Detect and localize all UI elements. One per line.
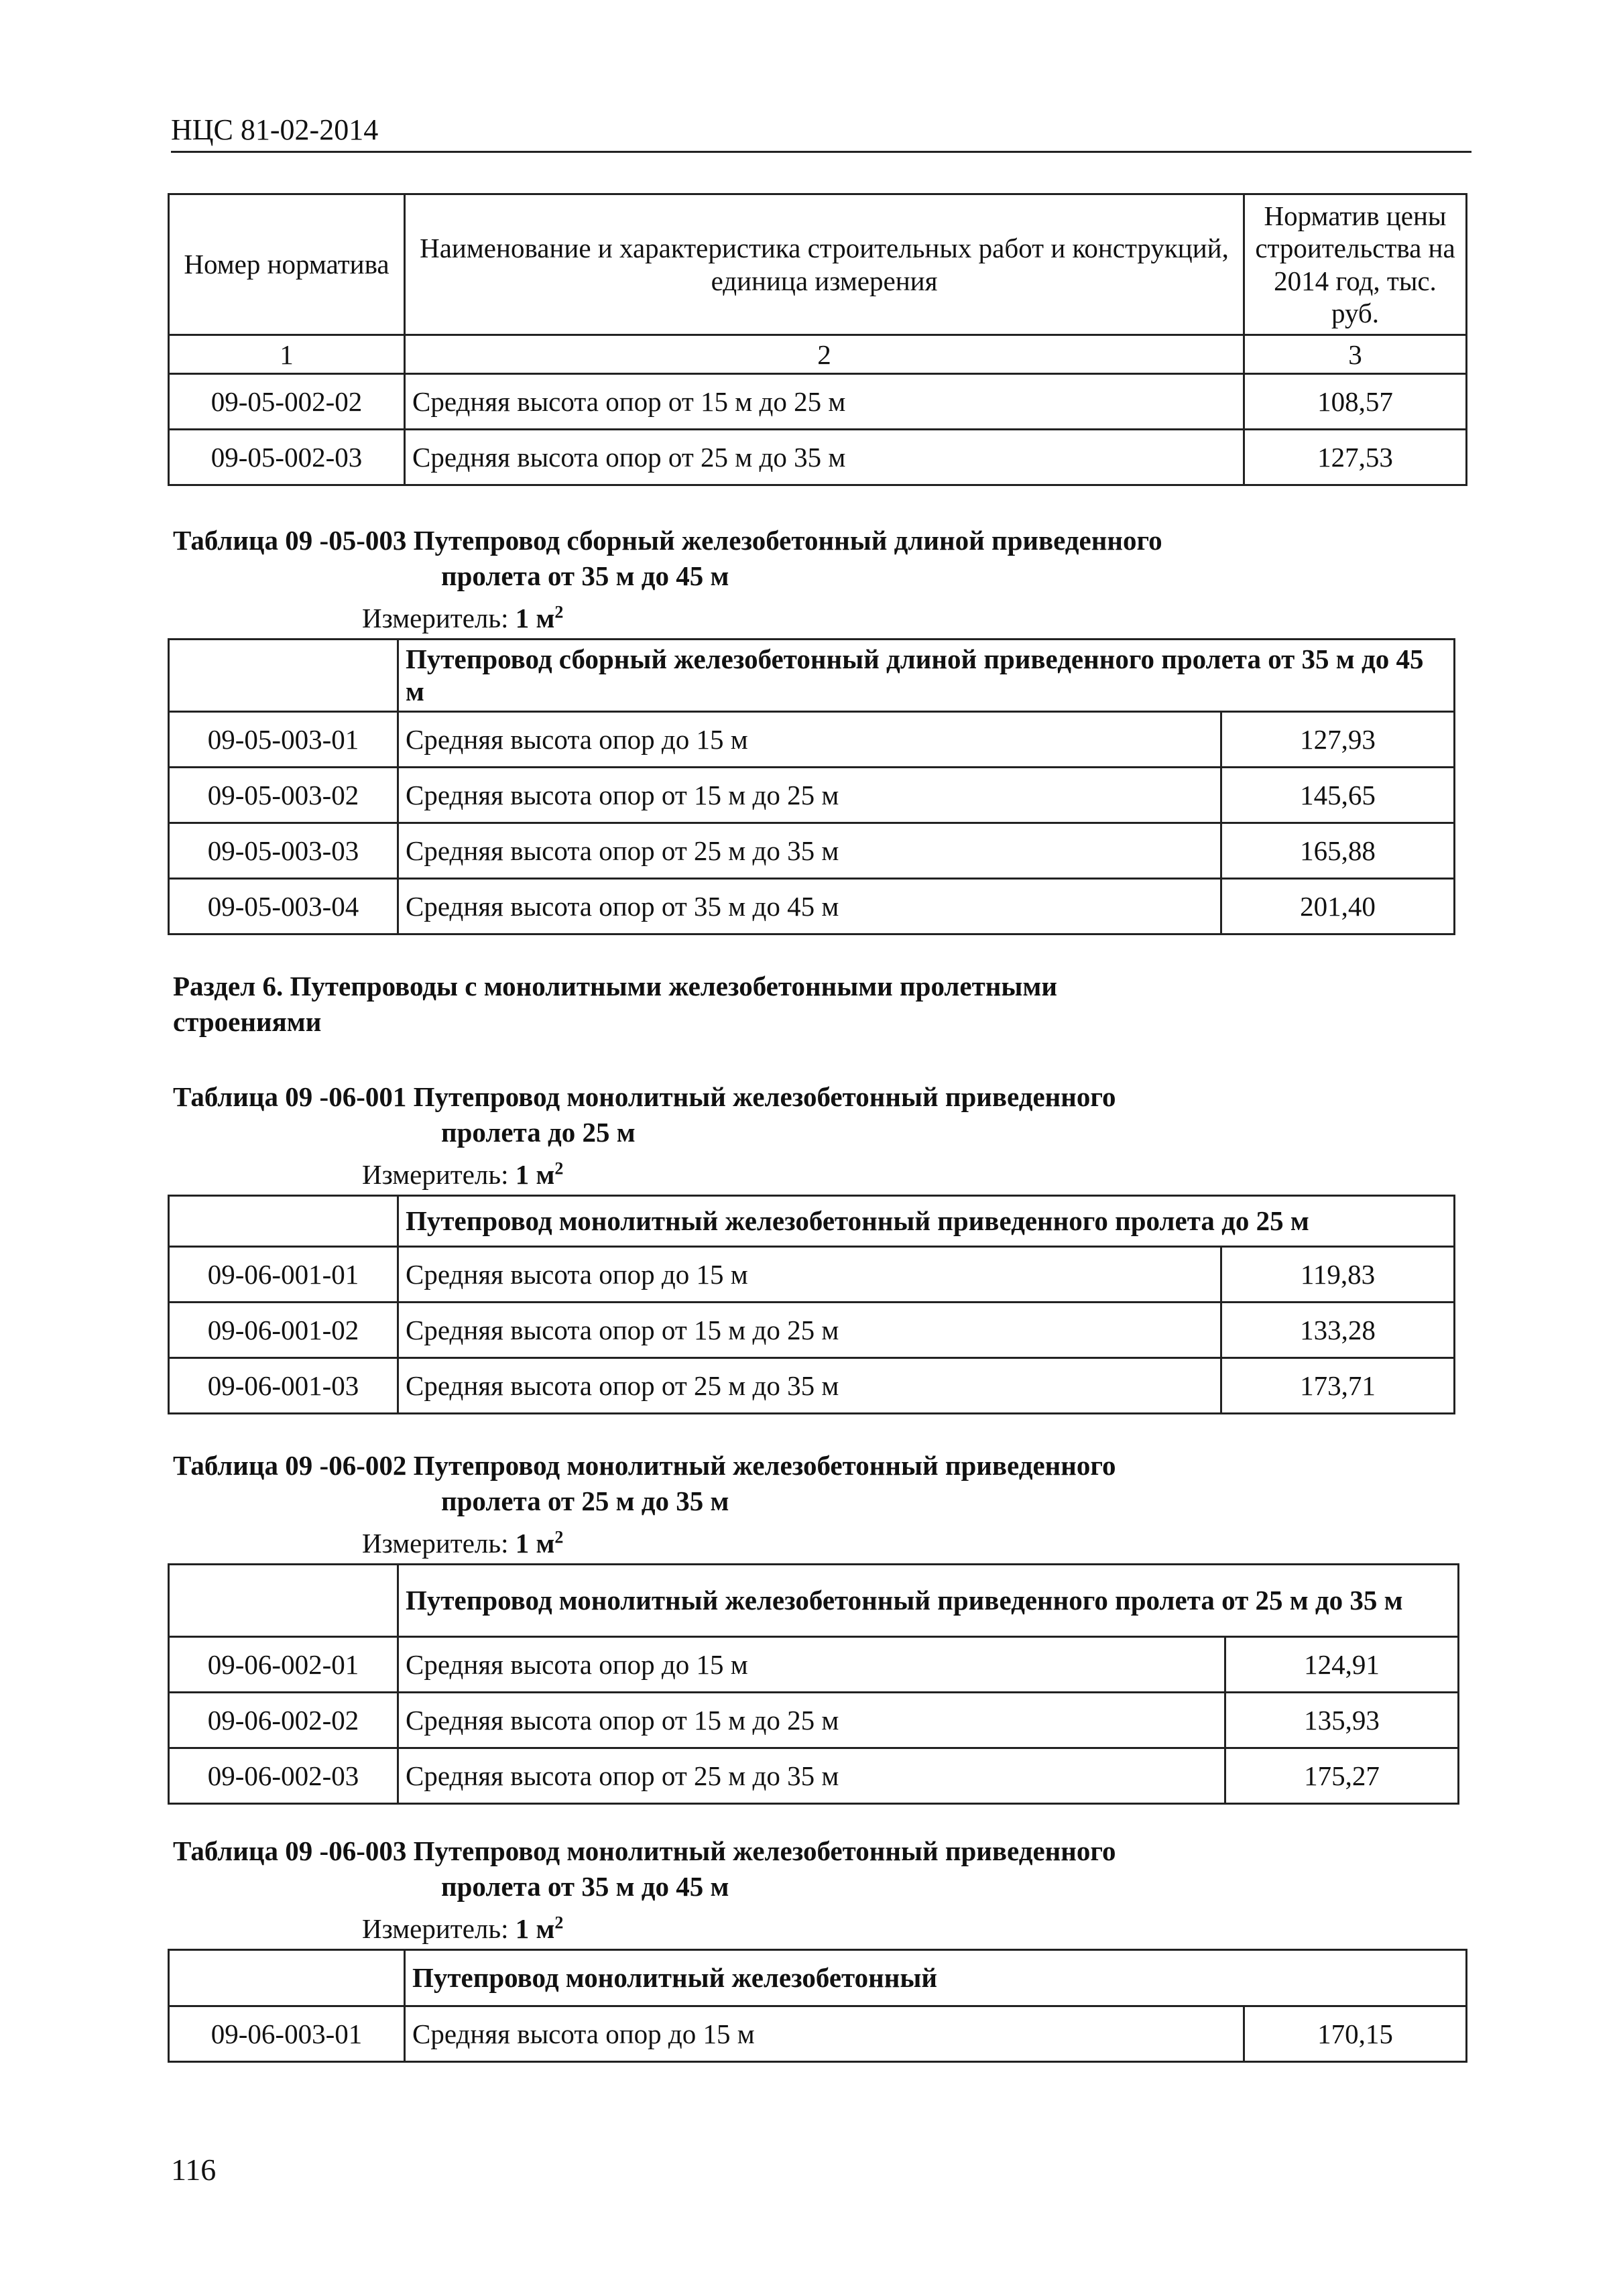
measure-label: Измеритель: bbox=[362, 1159, 509, 1190]
section-title-line2: строениями bbox=[173, 1006, 322, 1038]
group-spacer bbox=[169, 1565, 398, 1637]
measure-value: 1 $м^2$ bbox=[515, 1527, 564, 1559]
page-header: НЦС 81-02-2014 bbox=[171, 113, 1471, 153]
row-code: 09-06-002-02 bbox=[169, 1693, 398, 1748]
row-value: 127,93 bbox=[1221, 712, 1455, 768]
row-value: 108,57 bbox=[1244, 374, 1467, 430]
row-description: Средняя высота опор от 35 м до 45 м bbox=[398, 879, 1221, 934]
measure-value: 1 $м^2$ bbox=[515, 1913, 564, 1944]
table-title-line2: пролета от 35 м до 45 м bbox=[441, 1871, 729, 1902]
group-title: Путепровод монолитный железобетонный приведенного пролета до 25 м bbox=[398, 1196, 1455, 1247]
row-code: 09-06-001-01 bbox=[169, 1247, 398, 1303]
table-title bbox=[173, 1833, 1116, 1905]
row-code: 09-05-003-01 bbox=[169, 712, 398, 768]
col-header-price: Норматив цены строительства на 2014 год, тыс. руб. bbox=[1244, 194, 1467, 335]
group-spacer bbox=[169, 640, 398, 712]
col-number-1: 1 bbox=[169, 335, 405, 374]
group-title: Путепровод сборный железобетонный длиной приведенного пролета от 35 м до 45 м bbox=[398, 640, 1455, 712]
table-row bbox=[169, 1303, 1455, 1358]
table-title-line1: Таблица 09 -06-003 Путепровод монолитный железобетонный приведенного bbox=[173, 1835, 1116, 1866]
table-header-row bbox=[169, 194, 1467, 335]
measure-label: Измеритель: bbox=[362, 1913, 509, 1944]
row-value: 124,91 bbox=[1225, 1637, 1459, 1693]
row-value: 133,28 bbox=[1221, 1303, 1455, 1358]
norms-table bbox=[168, 1563, 1459, 1805]
table-row bbox=[169, 1358, 1455, 1414]
row-description: Средняя высота опор от 25 м до 35 м bbox=[405, 430, 1244, 485]
row-code: 09-05-003-02 bbox=[169, 768, 398, 823]
row-value: 119,83 bbox=[1221, 1247, 1455, 1303]
table-title-line2: пролета от 25 м до 35 м bbox=[441, 1486, 729, 1517]
section-title-line1: Раздел 6. Путепроводы с монолитными железобетонными пролетными bbox=[173, 971, 1057, 1002]
row-description: Средняя высота опор до 15 м bbox=[398, 1247, 1221, 1303]
row-code: 09-05-003-03 bbox=[169, 823, 398, 879]
row-description: Средняя высота опор от 25 м до 35 м bbox=[398, 1358, 1221, 1414]
row-value: 173,71 bbox=[1221, 1358, 1455, 1414]
table-title-line1: Таблица 09 -05-003 Путепровод сборный железобетонный длиной приведенного bbox=[173, 525, 1162, 556]
row-code: 09-06-003-01 bbox=[169, 2006, 405, 2062]
norms-table bbox=[168, 1949, 1467, 2063]
table-title-line2: пролета от 35 м до 45 м bbox=[441, 560, 729, 592]
row-code: 09-06-001-02 bbox=[169, 1303, 398, 1358]
row-value: 145,65 bbox=[1221, 768, 1455, 823]
table-title-line1: Таблица 09 -06-001 Путепровод монолитный железобетонный приведенного bbox=[173, 1081, 1116, 1112]
row-description: Средняя высота опор от 15 м до 25 м bbox=[398, 1303, 1221, 1358]
measure-label: Измеритель: bbox=[362, 1528, 509, 1559]
norms-table bbox=[168, 638, 1455, 935]
table-row bbox=[169, 1637, 1459, 1693]
row-description: Средняя высота опор от 15 м до 25 м bbox=[398, 768, 1221, 823]
row-value: 127,53 bbox=[1244, 430, 1467, 485]
measure-unit bbox=[362, 1527, 563, 1559]
group-row bbox=[169, 1196, 1455, 1247]
table-row bbox=[169, 430, 1467, 485]
row-description: Средняя высота опор до 15 м bbox=[405, 2006, 1244, 2062]
row-code: 09-05-002-03 bbox=[169, 430, 405, 485]
group-row bbox=[169, 640, 1455, 712]
row-code: 09-06-002-03 bbox=[169, 1748, 398, 1804]
group-row bbox=[169, 1950, 1467, 2006]
table-row bbox=[169, 1748, 1459, 1804]
row-description: Средняя высота опор от 15 м до 25 м bbox=[398, 1693, 1225, 1748]
group-spacer bbox=[169, 1196, 398, 1247]
table-row bbox=[169, 2006, 1467, 2062]
norms-table bbox=[168, 1195, 1455, 1414]
table-title bbox=[173, 1079, 1116, 1151]
row-value: 165,88 bbox=[1221, 823, 1455, 879]
group-title: Путепровод монолитный железобетонный bbox=[405, 1950, 1467, 2006]
row-value: 201,40 bbox=[1221, 879, 1455, 934]
measure-label: Измеритель: bbox=[362, 603, 509, 633]
table-row bbox=[169, 879, 1455, 934]
section-title bbox=[173, 969, 1057, 1040]
table-row bbox=[169, 768, 1455, 823]
group-title: Путепровод монолитный железобетонный приведенного пролета от 25 м до 35 м bbox=[398, 1565, 1459, 1637]
measure-value: 1 $м^2$ bbox=[515, 1158, 564, 1190]
col-number-2: 2 bbox=[405, 335, 1244, 374]
table-row bbox=[169, 712, 1455, 768]
row-description: Средняя высота опор от 25 м до 35 м bbox=[398, 823, 1221, 879]
row-description: Средняя высота опор до 15 м bbox=[398, 712, 1221, 768]
table-title-line2: пролета до 25 м bbox=[441, 1117, 636, 1148]
table-title-line1: Таблица 09 -06-002 Путепровод монолитный железобетонный приведенного bbox=[173, 1450, 1116, 1481]
measure-unit bbox=[362, 1913, 563, 1945]
row-description: Средняя высота опор до 15 м bbox=[398, 1637, 1225, 1693]
col-header-number: Номер норматива bbox=[169, 194, 405, 335]
table-title bbox=[173, 523, 1162, 595]
table-title bbox=[173, 1448, 1116, 1520]
row-code: 09-05-002-02 bbox=[169, 374, 405, 430]
col-number-3: 3 bbox=[1244, 335, 1467, 374]
page-number: 116 bbox=[171, 2153, 217, 2187]
measure-value: 1 $м^2$ bbox=[515, 602, 564, 633]
table-row bbox=[169, 823, 1455, 879]
measure-unit bbox=[362, 1158, 563, 1191]
col-header-description: Наименование и характеристика строительных работ и конструкций, единица измерения bbox=[405, 194, 1244, 335]
row-code: 09-05-003-04 bbox=[169, 879, 398, 934]
norms-table-continued bbox=[168, 193, 1467, 486]
column-numbers-row bbox=[169, 335, 1467, 374]
group-row bbox=[169, 1565, 1459, 1637]
row-code: 09-06-002-01 bbox=[169, 1637, 398, 1693]
row-description: Средняя высота опор от 15 м до 25 м bbox=[405, 374, 1244, 430]
row-code: 09-06-001-03 bbox=[169, 1358, 398, 1414]
row-description: Средняя высота опор от 25 м до 35 м bbox=[398, 1748, 1225, 1804]
measure-unit bbox=[362, 602, 563, 634]
row-value: 135,93 bbox=[1225, 1693, 1459, 1748]
table-row bbox=[169, 374, 1467, 430]
group-spacer bbox=[169, 1950, 405, 2006]
row-value: 175,27 bbox=[1225, 1748, 1459, 1804]
row-value: 170,15 bbox=[1244, 2006, 1467, 2062]
table-row bbox=[169, 1693, 1459, 1748]
table-row bbox=[169, 1247, 1455, 1303]
